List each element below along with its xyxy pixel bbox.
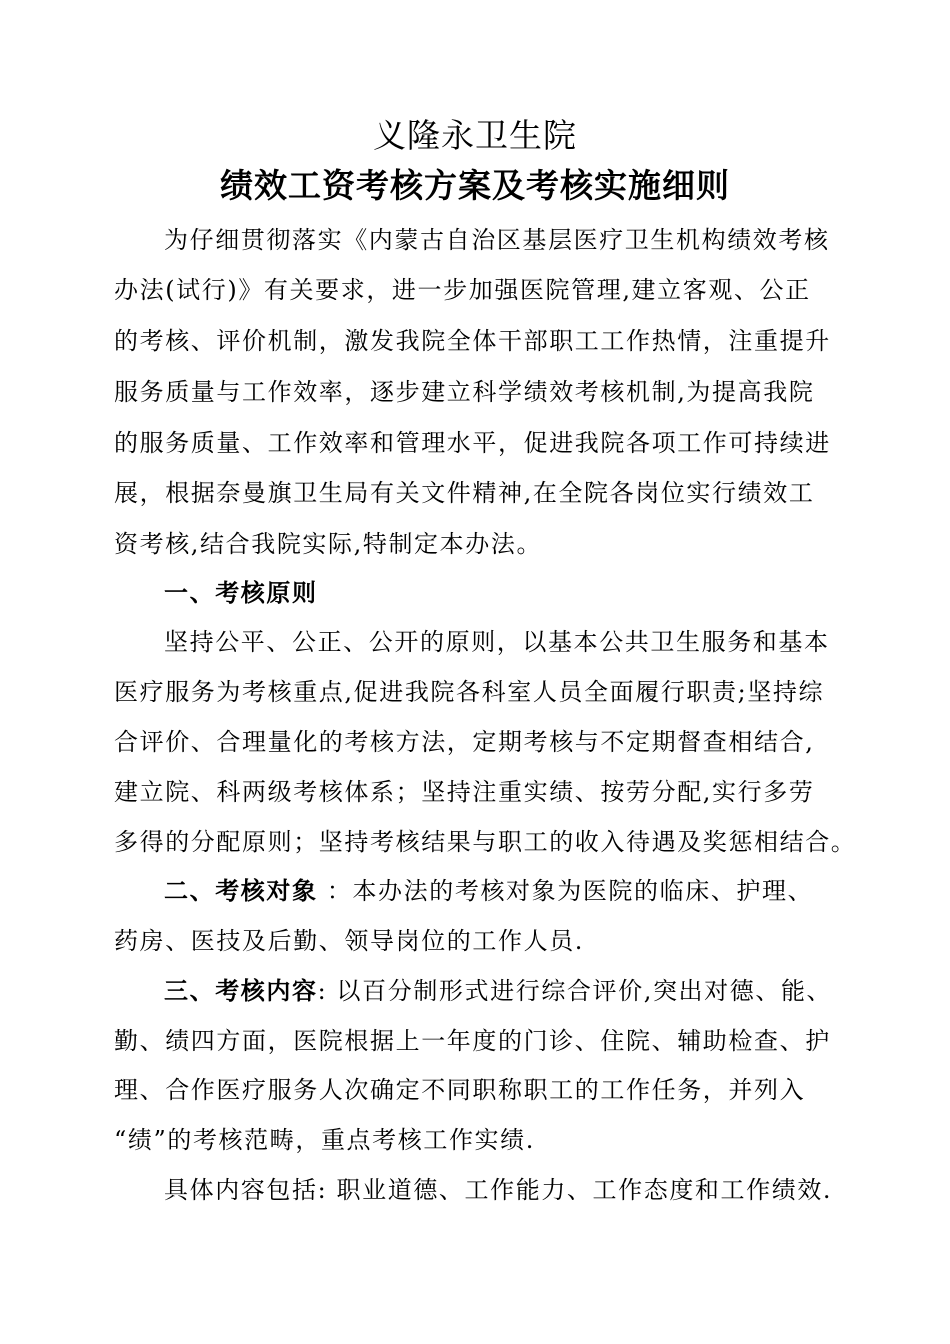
intro-line: 为仔细贯彻落实《内蒙古自治区基层医疗卫生机构绩效考核 xyxy=(164,226,830,254)
section1-line: 建立院、科两级考核体系；坚持注重实绩、按劳分配,实行多劳 xyxy=(114,778,815,806)
section3-first-line xyxy=(164,976,832,1006)
intro-line: 展，根据奈曼旗卫生局有关文件精神,在全院各岗位实行绩效工 xyxy=(114,479,815,507)
document-title-plan: 绩效工资考核方案及考核实施细则 xyxy=(220,166,730,205)
section1-line: 合评价、合理量化的考核方法，定期考核与不定期督查相结合, xyxy=(114,728,815,756)
section3-line: “绩”的考核范畴，重点考核工作实绩. xyxy=(114,1126,535,1154)
section1-line: 医疗服务为考核重点,促进我院各科室人员全面履行职责;坚持综 xyxy=(114,678,825,706)
intro-line: 资考核,结合我院实际,特制定本办法。 xyxy=(114,530,543,558)
intro-line: 服务质量与工作效率，逐步建立科学绩效考核机制,为提高我院 xyxy=(114,378,815,406)
document-title-hospital: 义隆永卫生院 xyxy=(373,116,577,155)
section2-line: 药房、医技及后勤、领导岗位的工作人员. xyxy=(114,927,585,955)
section2-text: ：本办法的考核对象为医院的临床、护理、 xyxy=(317,877,814,905)
section2-heading: 二、考核对象 xyxy=(164,876,318,905)
section1-line: 坚持公平、公正、公开的原则，以基本公共卫生服务和基本 xyxy=(164,628,830,656)
section3-line: 勤、绩四方面，医院根据上一年度的门诊、住院、辅助检查、护 xyxy=(114,1027,831,1055)
section3-text: : 以百分制形式进行综合评价,突出对德、能、 xyxy=(317,977,833,1005)
intro-line: 的服务质量、工作效率和管理水平，促进我院各项工作可持续进 xyxy=(114,429,831,457)
section1-line: 多得的分配原则；坚持考核结果与职工的收入待遇及奖惩相结合。 xyxy=(114,828,857,856)
section1-heading: 一、考核原则 xyxy=(164,578,318,607)
intro-line: 办法(试行)》有关要求，进一步加强医院管理,建立客观、公正 xyxy=(114,276,811,304)
intro-line: 的考核、评价机制，激发我院全体干部职工工作热情，注重提升 xyxy=(114,327,831,355)
section3-detail: 具体内容包括: 职业道德、工作能力、工作态度和工作绩效. xyxy=(164,1176,833,1204)
section3-heading: 三、考核内容 xyxy=(164,976,318,1005)
section3-line: 理、合作医疗服务人次确定不同职称职工的工作任务，并列入 xyxy=(114,1076,806,1104)
section2-first-line xyxy=(164,876,813,906)
